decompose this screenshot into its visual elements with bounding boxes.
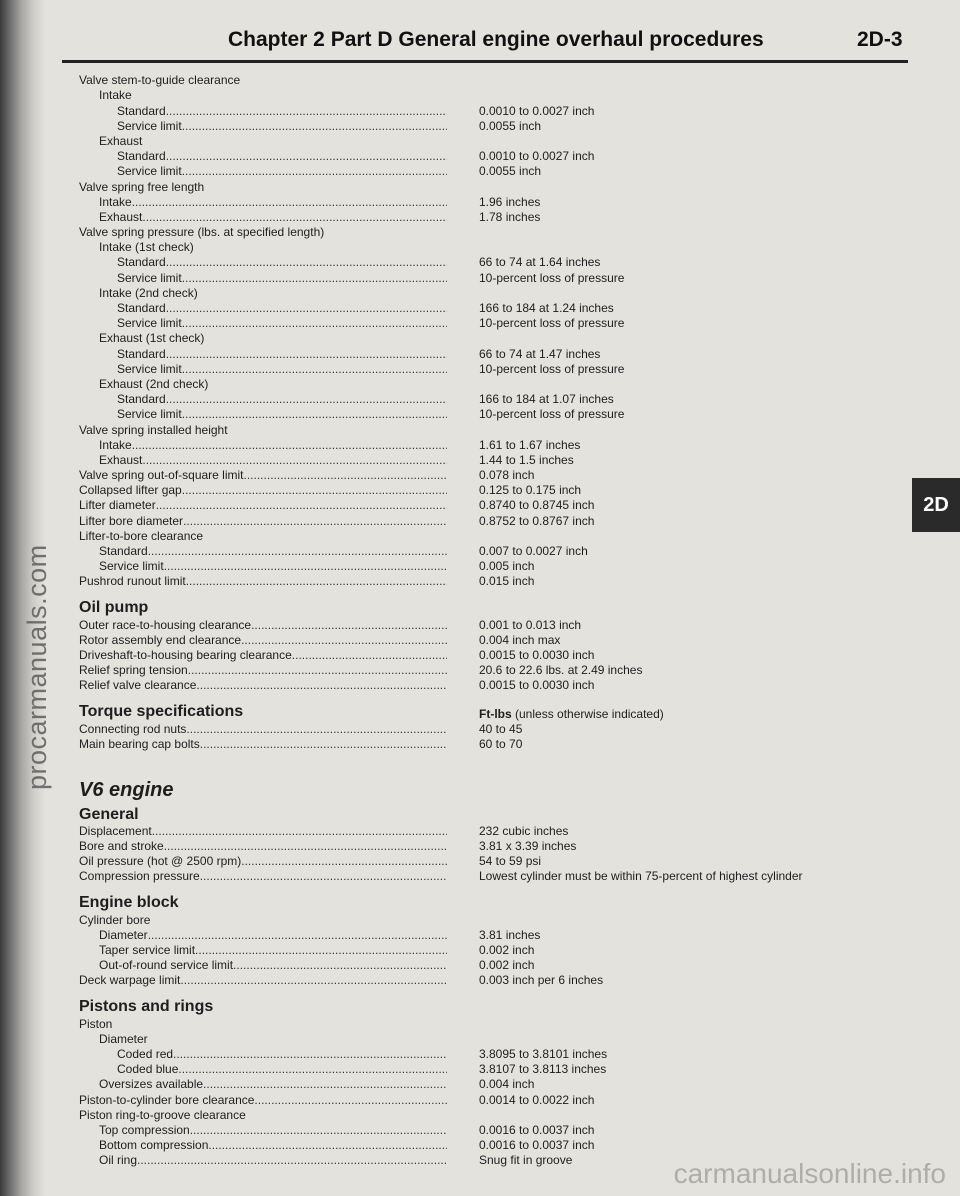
leader-dots [190,1123,447,1138]
spec-value: 66 to 74 at 1.64 inches [479,255,601,270]
spec-label: Driveshaft-to-housing bearing clearance [79,647,292,662]
leader-dots [188,663,447,678]
spec-row [79,88,899,103]
spec-row [79,210,899,225]
leader-dots [166,347,447,362]
spec-row [79,483,899,498]
spec-value: Lowest cylinder must be within 75-percent of highest cylinder [479,869,803,884]
spec-label: Taper service limit [99,943,196,957]
oil-pump-group [79,617,899,693]
leader-dots [173,1047,447,1062]
chapter-header: Chapter 2 Part D General engine overhaul procedures [228,28,764,51]
spec-label-container [79,73,447,88]
spec-label-container [79,134,447,149]
spec-label: Lifter-to-bore clearance [79,528,204,543]
spec-label: Lifter diameter [79,498,156,513]
spec-label-container [79,347,447,362]
spec-label: Valve spring pressure (lbs. at specified length) [79,225,325,240]
spec-value: 0.004 inch max [479,632,561,647]
spec-label-container [79,1138,447,1153]
spec-row [79,1047,899,1062]
spec-label: Piston-to-cylinder bore clearance [79,1092,255,1107]
spec-label: Service limit [117,164,182,179]
spec-row [79,179,899,194]
spec-value: 166 to 184 at 1.24 inches [479,301,614,315]
leader-dots [132,438,447,453]
spec-label-container [79,618,447,633]
spec-label-container [79,663,447,678]
spec-value: 0.0055 inch [479,164,542,179]
spec-label-container [79,943,447,958]
spec-label-container [79,1032,447,1047]
spec-label-container [79,737,447,752]
leader-dots [156,498,447,513]
spec-label-container [79,423,447,438]
spec-label: Standard [117,149,166,164]
spec-row [79,392,899,407]
spec-value: 3.81 x 3.39 inches [479,839,577,854]
leader-dots [254,1093,447,1108]
spec-value: 0.003 inch per 6 inches [479,973,604,988]
pistons-group [79,1016,899,1168]
spec-label-container [79,928,447,943]
leader-dots [241,854,447,869]
leader-dots [178,1062,447,1077]
spec-value: 0.015 inch [479,574,535,589]
spec-row [79,73,899,88]
spec-label: Cylinder bore [79,912,151,927]
spec-label-container [79,255,447,270]
leader-dots [148,544,447,559]
spec-label: Standard [99,544,148,558]
spec-value: 0.0015 to 0.0030 inch [479,647,595,662]
leader-dots [164,559,447,574]
spec-value: 20.6 to 22.6 lbs. at 2.49 inches [479,663,643,678]
leader-dots [203,1077,447,1092]
spec-label-container [79,678,447,693]
spec-label-container [79,559,447,574]
leader-dots [186,722,447,737]
spec-row [79,854,899,869]
spec-value: 0.0010 to 0.0027 inch [479,149,595,164]
leader-dots [182,164,447,179]
spec-label: Out-of-round service limit [99,958,234,973]
spec-label-container [79,1077,447,1092]
spec-label-container [79,316,447,331]
spec-label-container [79,468,447,483]
spec-label: Intake (1st check) [99,240,194,255]
spec-row [79,633,899,648]
spec-label-container [79,453,447,468]
spec-label-container [79,104,447,119]
spec-label-container [79,407,447,422]
spec-label-container [79,854,447,869]
spec-label: Exhaust [99,452,143,467]
spec-label: Piston ring-to-groove clearance [79,1107,246,1122]
spec-label: Service limit [117,270,182,285]
torque-heading-row [79,699,899,721]
spec-label: Exhaust [99,133,143,148]
header-rule [62,60,908,63]
leader-dots [182,362,447,377]
spec-label: Standard [117,255,166,270]
spec-label: Bottom compression [99,1138,209,1153]
leader-dots [182,119,447,134]
spec-value: 3.8095 to 3.8101 inches [479,1046,608,1061]
spec-row [79,721,899,736]
valve-specs-group [79,73,899,589]
leader-dots [233,958,447,973]
spec-value: 0.004 inch [479,1077,535,1092]
spec-label-container [79,195,447,210]
spec-label-container [79,377,447,392]
spec-value: 10-percent loss of pressure [479,270,625,285]
leader-dots [241,633,447,648]
torque-unit-note [479,707,664,721]
spec-label: Valve stem-to-guide clearance [79,73,241,88]
spec-label-container [79,1062,447,1077]
spec-label: Relief valve clearance [79,678,197,693]
spec-row [79,958,899,973]
spec-label-container [79,498,447,513]
leader-dots [148,928,447,943]
leader-dots [182,271,447,286]
spec-label: Lifter bore diameter [79,513,184,528]
leader-dots [244,468,447,483]
spec-label-container [79,648,447,663]
spec-label-container [79,544,447,559]
spec-label-container [79,824,447,839]
spec-row [79,1123,899,1138]
spec-row [79,316,899,331]
spec-label: Oil pressure (hot @ 2500 rpm) [79,854,242,869]
spec-label: Piston [79,1016,113,1031]
spec-value: 232 cubic inches [479,823,569,838]
spec-row [79,1153,899,1168]
spec-value: 10-percent loss of pressure [479,316,625,331]
spec-label: Valve spring free length [79,179,205,194]
spec-label-container [79,483,447,498]
spec-row [79,240,899,255]
spec-value: 66 to 74 at 1.47 inches [479,346,601,361]
spec-label: Service limit [117,407,182,422]
leader-dots [200,737,447,752]
section-heading-torque: Torque specifications [79,703,244,721]
leader-dots [251,618,447,633]
spec-value: 1.44 to 1.5 inches [479,452,574,467]
spec-row [79,559,899,574]
spec-row [79,973,899,988]
spec-row [79,1077,899,1092]
spec-label: Valve spring out-of-square limit [79,468,244,483]
spec-row [79,195,899,210]
spec-label: Intake [99,437,132,452]
spec-row [79,407,899,422]
engine-block-group [79,912,899,988]
spec-label: Standard [117,392,166,407]
spec-label: Standard [117,301,166,315]
spec-value: 0.0016 to 0.0037 inch [479,1122,595,1137]
leader-dots [137,1153,447,1168]
leader-dots [166,392,447,407]
spec-row [79,453,899,468]
spec-label: Exhaust [99,209,143,224]
spec-label-container [79,240,447,255]
spec-value: Snug fit in groove [479,1153,573,1168]
leader-dots [166,301,447,316]
torque-unit-bold: Ft-lbs [479,707,512,722]
spec-row [79,1062,899,1077]
spec-label: Displacement [79,823,152,838]
leader-dots [200,869,447,884]
leader-dots [182,316,447,331]
spec-row [79,149,899,164]
leader-dots [166,255,447,270]
spec-value: 0.0010 to 0.0027 inch [479,103,595,118]
spec-row [79,301,899,316]
spec-value: 0.078 inch [479,468,535,483]
spec-value: 0.0015 to 0.0030 inch [479,678,595,693]
spec-label-container [79,574,447,589]
spec-label-container [79,839,447,854]
spec-label: Collapsed lifter gap [79,483,182,498]
spec-label-container [79,1047,447,1062]
spec-row [79,362,899,377]
leader-dots [196,678,447,693]
watermark-carmanualsonline: carmanualsonline.info [673,1158,946,1189]
leader-dots [182,483,447,498]
spec-label-container [79,88,447,103]
spec-row [79,498,899,513]
spec-row [79,678,899,693]
leader-dots [166,104,447,119]
page-number: 2D-3 [857,28,903,51]
spec-row [79,346,899,361]
spec-label-container [79,1017,447,1032]
spec-label-container [79,958,447,973]
spec-value: 0.005 inch [479,559,535,574]
spec-row [79,574,899,589]
spec-label: Exhaust (1st check) [99,331,205,346]
spec-value: 54 to 59 psi [479,854,542,869]
spec-row [79,943,899,958]
leader-dots [132,195,447,210]
spec-row [79,529,899,544]
v6-engine-heading: V6 engine [79,778,174,801]
spec-row [79,824,899,839]
spec-value: 3.8107 to 3.8113 inches [479,1062,607,1077]
spec-value: 10-percent loss of pressure [479,407,625,422]
leader-dots [166,149,447,164]
spec-label: Top compression [99,1122,190,1137]
spec-label: Connecting rod nuts [79,721,187,736]
spec-row [79,438,899,453]
spec-row [79,1108,899,1123]
spec-label-container [79,392,447,407]
spec-row [79,422,899,437]
spec-label: Pushrod runout limit [79,574,186,589]
spec-value: 40 to 45 [479,721,523,736]
spec-label: Standard [117,103,166,118]
spec-row [79,839,899,854]
leader-dots [164,839,447,854]
spec-label-container [79,164,447,179]
spec-label-container [79,722,447,737]
spec-value: 166 to 184 at 1.07 inches [479,392,614,407]
spec-row [79,544,899,559]
leader-dots [182,407,447,422]
watermark-procarmanuals: procarmanuals.com [22,544,52,790]
spec-label-container [79,633,447,648]
spec-label-container [79,362,447,377]
spec-label: Relief spring tension [79,663,188,678]
leader-dots [142,210,447,225]
spec-label: Exhaust (2nd check) [99,376,209,391]
spec-row [79,928,899,943]
spec-value: 10-percent loss of pressure [479,361,625,376]
spec-value: 0.002 inch [479,943,535,957]
spec-label: Diameter [99,1031,148,1046]
spec-value: 1.61 to 1.67 inches [479,437,581,452]
spec-value: 1.78 inches [479,209,541,224]
spec-label-container [79,973,447,988]
spec-row [79,119,899,134]
spec-row [79,1032,899,1047]
spec-label-container [79,180,447,195]
spec-row [79,286,899,301]
spec-row [79,617,899,632]
spec-label: Oil ring [99,1153,138,1168]
spec-label: Intake [99,194,132,209]
spec-label: Service limit [117,361,182,376]
spec-value: 0.8752 to 0.8767 inch [479,513,595,528]
spec-label: Main bearing cap bolts [79,736,200,751]
spec-label: Deck warpage limit [79,973,181,988]
spec-row [79,377,899,392]
spec-label: Rotor assembly end clearance [79,632,242,647]
leader-dots [180,973,447,988]
torque-unit-text: (unless otherwise indicated) [515,707,664,722]
spec-value: 0.001 to 0.013 inch [479,617,582,632]
spec-value: 0.0014 to 0.0022 inch [479,1092,595,1107]
spec-label: Service limit [117,316,182,331]
spec-label-container [79,913,447,928]
spec-label: Service limit [117,118,182,133]
spec-row [79,737,899,752]
spec-row [79,270,899,285]
spec-label: Coded red [117,1046,174,1061]
spec-row [79,663,899,678]
spec-label-container [79,514,447,529]
spec-row [79,134,899,149]
spec-label-container [79,1108,447,1123]
spec-label-container [79,331,447,346]
spec-value: 0.007 to 0.0027 inch [479,544,588,558]
section-heading-engine-block: Engine block [79,894,179,912]
spec-label: Diameter [99,927,148,942]
leader-dots [183,514,447,529]
spec-label: Outer race-to-housing clearance [79,617,252,632]
spec-label-container [79,119,447,134]
spec-label-container [79,438,447,453]
spec-value: 1.96 inches [479,194,541,209]
spec-row [79,1016,899,1031]
general-group [79,824,899,885]
spec-label: Standard [117,346,166,361]
section-heading-general: General [79,805,139,823]
spec-row [79,1138,899,1153]
spec-label-container [79,286,447,301]
spec-value: 60 to 70 [479,736,523,751]
spec-row [79,103,899,118]
spec-row [79,648,899,663]
spec-row [79,869,899,884]
leader-dots [208,1138,447,1153]
spec-row [79,225,899,240]
torque-group [79,721,899,751]
spec-list [79,73,899,1168]
leader-dots [195,943,447,958]
spec-label-container [79,1093,447,1108]
spec-value: 0.002 inch [479,958,535,973]
spec-row [79,468,899,483]
leader-dots [152,824,447,839]
spec-row [79,255,899,270]
spec-value: 0.8740 to 0.8745 inch [479,498,595,513]
leader-dots [142,453,447,468]
spec-label-container [79,529,447,544]
leader-dots [186,574,447,589]
section-heading-pistons: Pistons and rings [79,998,214,1016]
spec-label: Coded blue [117,1062,179,1077]
section-tab: 2D [912,478,960,532]
spec-row [79,164,899,179]
spec-label: Compression pressure [79,869,200,884]
spec-label-container [79,210,447,225]
spec-value: 0.125 to 0.175 inch [479,483,582,498]
spec-label-container [79,225,447,240]
spec-value: 0.0055 inch [479,118,542,133]
spec-label: Valve spring installed height [79,422,228,437]
spec-label: Intake [99,88,132,103]
section-heading-oil-pump: Oil pump [79,599,149,617]
spec-value: 3.81 inches [479,927,541,942]
spec-label: Service limit [99,559,164,574]
spec-value: 0.0016 to 0.0037 inch [479,1138,595,1153]
spec-label-container [79,271,447,286]
spec-label-container [79,149,447,164]
spec-row [79,1092,899,1107]
spec-label-container [79,1153,447,1168]
spec-row [79,513,899,528]
spec-row [79,912,899,927]
spec-row [79,331,899,346]
spec-label: Oversizes available [99,1077,204,1092]
spec-label-container [79,301,447,316]
spec-label-container [79,869,447,884]
spec-label-container [79,1123,447,1138]
spec-label: Intake (2nd check) [99,285,198,300]
leader-dots [292,648,447,663]
spec-label: Bore and stroke [79,839,164,854]
